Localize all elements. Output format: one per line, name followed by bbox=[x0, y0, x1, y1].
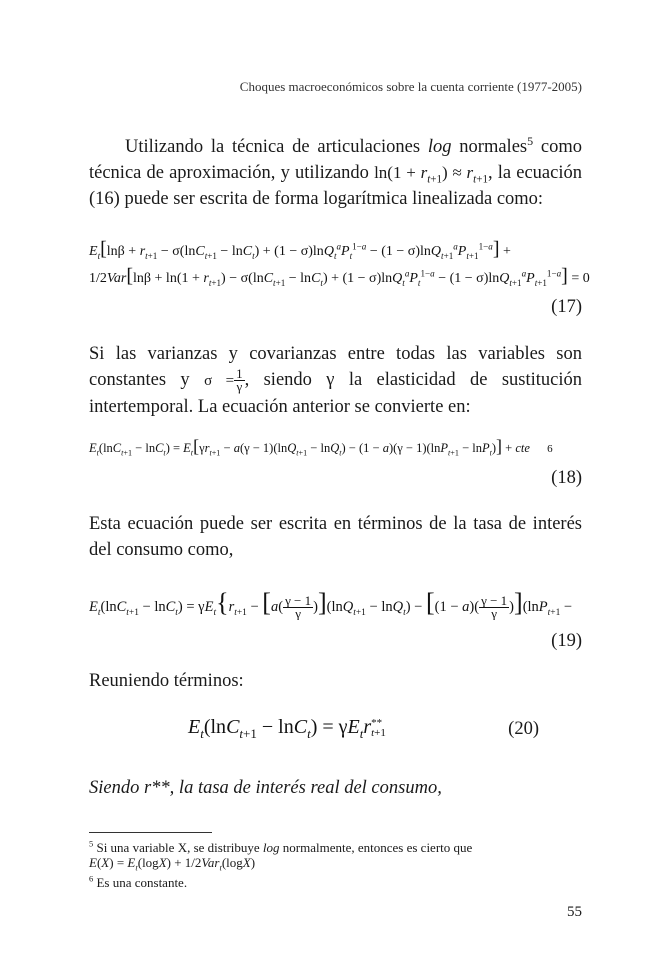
equation-18-number: (18) bbox=[551, 468, 582, 488]
equation-20-number: (20) bbox=[508, 719, 539, 739]
footnote-5: $^5$ Si una variable X, se distribuye log normalmente, entonces es cierto que $E(X) = E_t(\log X) + 1/2Var_t(\log X)$ bbox=[89, 838, 473, 873]
fn5-log-term: log bbox=[262, 840, 280, 855]
equation-20: $E_t(\ln C_{t+1} - \ln C_t) = \gamma E_tr$ ** t+1 bbox=[188, 716, 386, 741]
footnote-ref-6: 6 bbox=[547, 443, 553, 455]
paragraph-3: Esta ecuación puede ser escrita en términos de la tasa de interés del consumo como, bbox=[89, 514, 582, 560]
running-head: Choques macroeconómicos sobre la cuenta corriente (1977-2005) bbox=[239, 79, 582, 94]
p2-text-b: , siendo γ la elasticidad de sustitución intertemporal. La ecuación anterior se convierte en: bbox=[89, 370, 583, 417]
p1-text-b: normales bbox=[459, 137, 528, 157]
equation-19-number: (19) bbox=[551, 631, 582, 651]
fn6-text: Es una constante. bbox=[96, 875, 188, 890]
p1-text-d: , la ecuación (16) puede ser escrita de forma logarítmica linealizada como: bbox=[89, 163, 582, 209]
equation-17-line-1: $E_t[\ln\beta + r_{t+1} - \sigma(\ln C_{t+1} - \ln C_t) + (1 - \sigma)\ln Q_t^aP_t^{1-a} - (1 - \sigma)\ln Q_{t+1}^aP_{t+1}^{1-a}]$ + bbox=[89, 238, 511, 261]
paragraph-1 bbox=[89, 134, 582, 212]
p2-sigma: σ = bbox=[204, 373, 235, 389]
p1-text-a: Utilizando la técnica de articulaciones bbox=[125, 137, 421, 157]
fn5-text-a: Si una variable X, se distribuye bbox=[96, 840, 260, 855]
p2-fraction: $\frac{1}{\gamma}$ bbox=[236, 366, 243, 395]
paragraph-4: Reuniendo términos: bbox=[89, 671, 244, 691]
footnote-ref-5: 5 bbox=[527, 133, 534, 148]
p2-text-a: Si las varianzas y covarianzas entre todas las variables son constantes y bbox=[89, 344, 582, 390]
p1-text-c: como técnica de aproximación, y utilizando bbox=[89, 137, 583, 183]
fn5-equation: E bbox=[89, 855, 97, 870]
paragraph-5: Siendo r**, la tasa de interés real del consumo, bbox=[89, 778, 442, 798]
paragraph-2 bbox=[89, 341, 582, 420]
p1-log-term: log bbox=[427, 137, 452, 157]
equation-17-line-2: $1/2Var[\ln\beta + \ln(1 + r_{t+1}) - \sigma(\ln C_{t+1} - \ln C_t) + (1 - \sigma)\ln Q_t^aP_t^{1-a} - (1 - \sigma)\ln Q_{t+1}^aP_{t+1}^{1-a}] = 0$ bbox=[89, 265, 590, 288]
p1-inline-eq: $\ln(1 + r_{t+1}) \approx r_{t+1}$ bbox=[374, 163, 489, 186]
equation-18: $E_t(\ln C_{t+1} - \ln C_t) = E_t[\gamma r_{t+1} - a(\gamma - 1)(\ln Q_{t+1} - \ln Q_t) - (1 - a)(\gamma - 1)(\ln P_{t+1} - \ln P_t)]$ + cte 6 bbox=[89, 436, 553, 458]
equation-19: $E_t(\ln C_{t+1} - \ln C_t) = \gamma E_t\{r_{t+1} - [a$( $\frac{\gamma - 1}{\gamma}$ )](lnQ$_{t+1}$ − lnQ$_t$) − [(1 − a)( $\frac{\gamma - 1}{\gamma}$ )](lnP$_{t+1}$ − bbox=[89, 588, 573, 621]
footnote-5-marker: 5 bbox=[89, 838, 94, 849]
page-number: 55 bbox=[567, 904, 582, 920]
footnote-rule bbox=[89, 832, 212, 833]
fn5-text-b: normalmente, entonces es cierto que bbox=[282, 840, 473, 855]
footnote-6-marker: 6 bbox=[89, 873, 94, 884]
footnote-6 bbox=[89, 875, 582, 890]
equation-17-number: (17) bbox=[551, 297, 582, 317]
